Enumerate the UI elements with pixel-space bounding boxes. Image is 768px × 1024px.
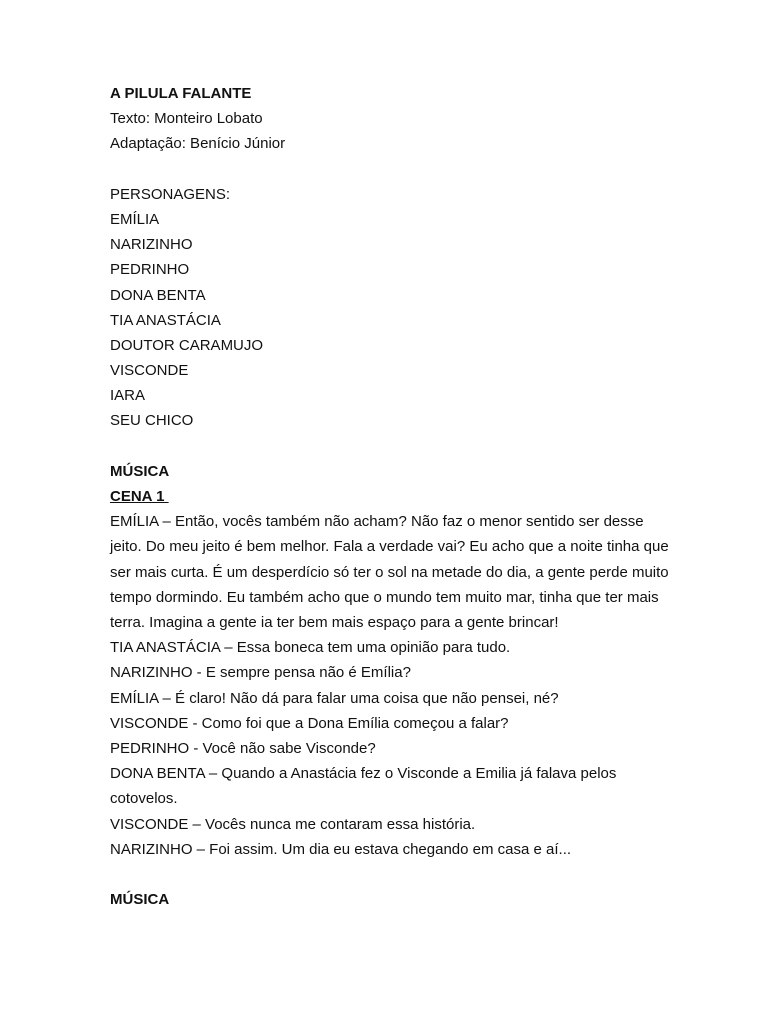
music-label: MÚSICA — [110, 891, 170, 909]
blank-line — [110, 862, 710, 887]
dialogue-line: VISCONDE – Vocês nunca me contaram essa história. — [110, 815, 476, 833]
dialogue-line: NARIZINHO – Foi assim. Um dia eu estava chegando em casa e aí... — [110, 840, 572, 858]
character-item: EMÍLIA — [110, 210, 160, 228]
document-page — [110, 81, 710, 912]
character-item: IARA — [110, 387, 146, 405]
author-line: Texto: Monteiro Lobato — [110, 110, 263, 128]
dialogue-line: DONA BENTA – Quando a Anastácia fez o Visconde a Emilia já falava pelos cotovelos. — [110, 765, 617, 808]
character-item: DOUTOR CARAMUJO — [110, 336, 264, 354]
blank-line — [110, 434, 710, 459]
dialogue-line: VISCONDE - Como foi que a Dona Emília começou a falar? — [110, 714, 509, 732]
dialogue-line: PEDRINHO - Você não sabe Visconde? — [110, 740, 376, 758]
character-item: DONA BENTA — [110, 286, 206, 304]
scene-label: CENA 1 — [110, 488, 169, 505]
character-item: SEU CHICO — [110, 412, 194, 430]
adaptation-line: Adaptação: Benício Júnior — [110, 135, 286, 153]
play-title: A PILULA FALANTE — [110, 85, 252, 102]
music-label: MÚSICA — [110, 462, 170, 480]
character-item: TIA ANASTÁCIA — [110, 311, 221, 329]
character-list — [110, 207, 710, 434]
dialogue-line: EMÍLIA – Então, vocês também não acham? Não faz o menor sentido ser desse jeito. Do meu jeito é bem melhor. Fala a verdade vai? Eu acho que a noite tinha que ser mais curta. É um desperdício só ter o sol na metade do dia, a gente perde muito tempo dormindo. Eu também acho que o mundo tem muito mar, tinha que ter mais terra. Imagina a gente ia ter bem mais espaço para a gente brincar! — [110, 513, 669, 631]
blank-line — [110, 157, 710, 182]
dialogue-line: NARIZINHO - E sempre pensa não é Emília? — [110, 664, 411, 682]
dialogue-line: EMÍLIA – É claro! Não dá para falar uma coisa que não pensei, né? — [110, 689, 559, 707]
dialogue-block — [110, 509, 710, 862]
characters-heading: PERSONAGENS: — [110, 185, 231, 203]
dialogue-line: TIA ANASTÁCIA – Essa boneca tem uma opinião para tudo. — [110, 639, 511, 657]
character-item: PEDRINHO — [110, 261, 190, 279]
character-item: NARIZINHO — [110, 236, 193, 254]
character-item: VISCONDE — [110, 362, 189, 380]
